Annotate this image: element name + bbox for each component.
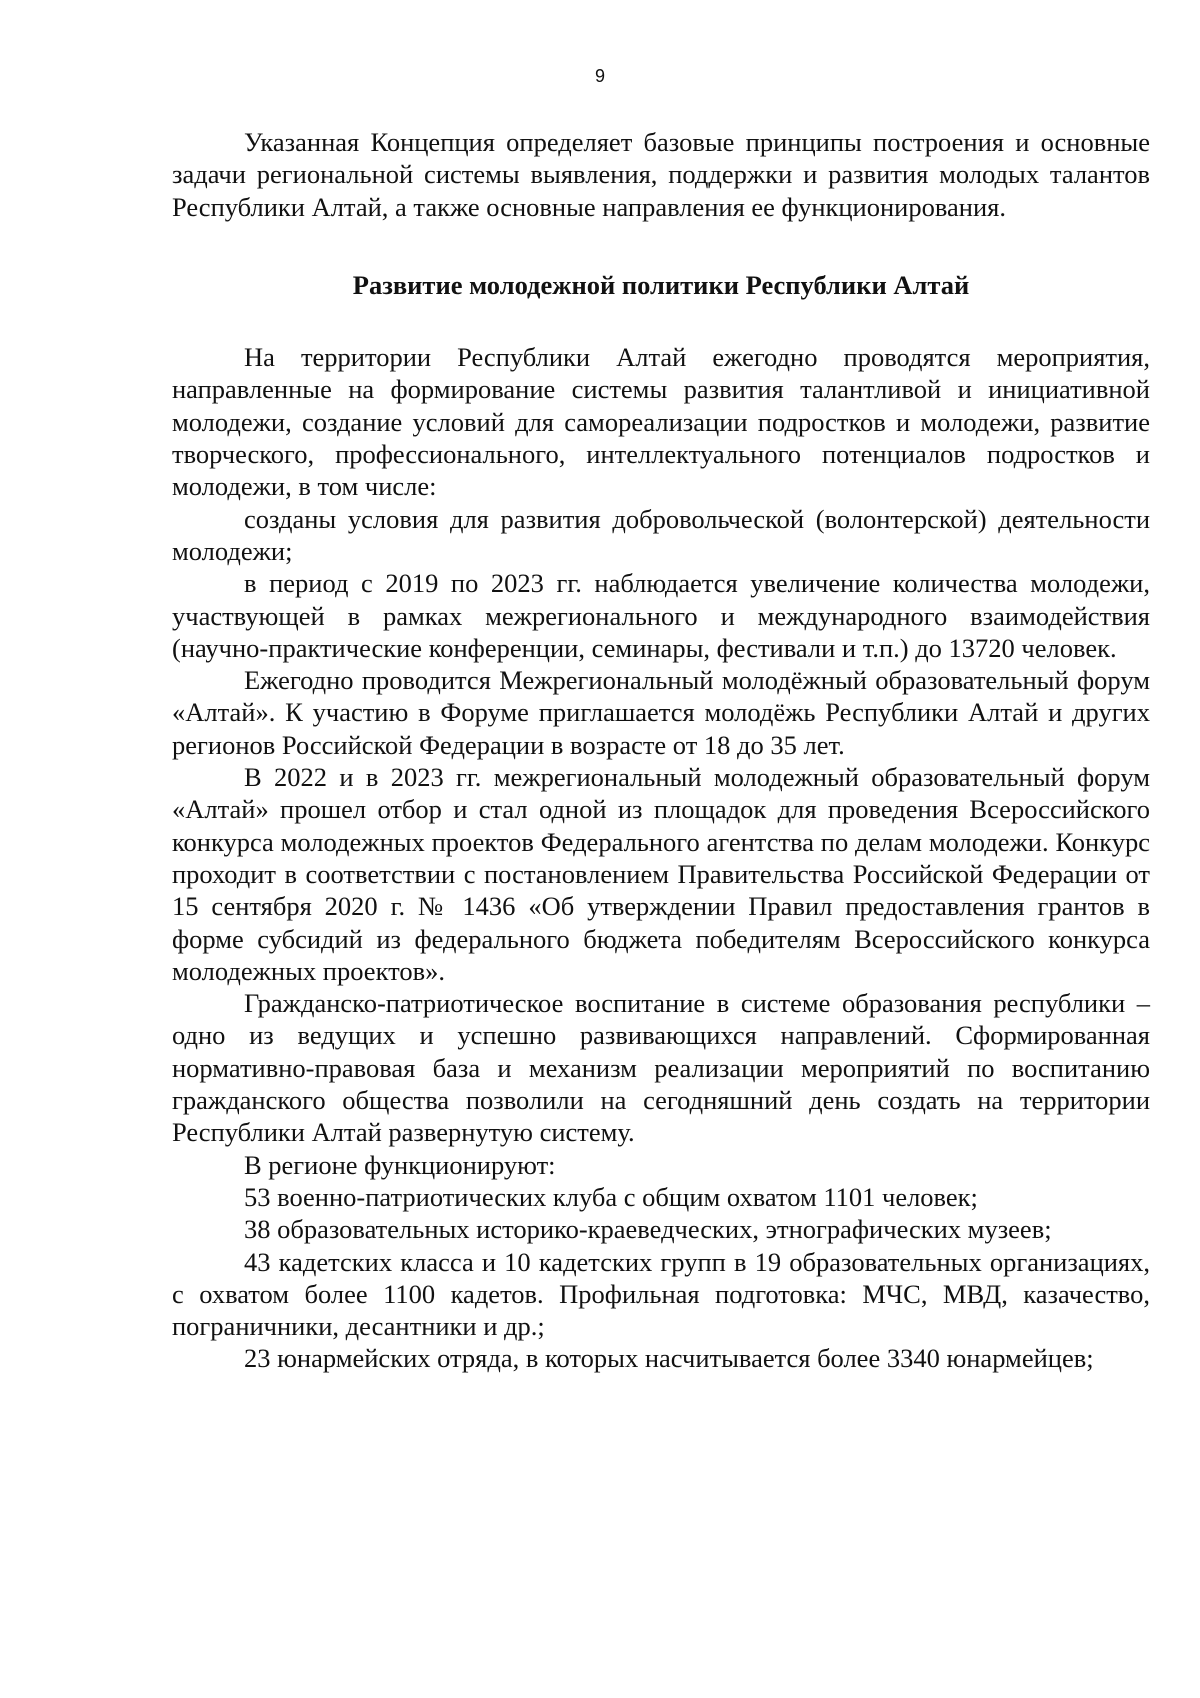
page-number: 9 bbox=[594, 66, 605, 86]
paragraph: Ежегодно проводится Межрегиональный молодёжный образовательный форум «Алтай». К участию в Форуме приглашается молодёжь Республики Алтай и других регионов Российской Федерации в возрасте от 18 до 35 лет. bbox=[172, 665, 1150, 760]
section-heading: Развитие молодежной политики Республики Алтай bbox=[352, 269, 970, 300]
paragraph: Гражданско-патриотическое воспитание в системе образования республики – одно из ведущих и успешно развивающихся направлений. Сформированная нормативно-правовая база и механизм реализации мероприятий по воспитанию гражданского общества позволили на сегодняшний день создать на территории Республики Алтай развернутую систему. bbox=[172, 988, 1150, 1148]
list-item: 23 юнармейских отряда, в которых насчитывается более 3340 юнармейцев; bbox=[244, 1343, 1094, 1374]
paragraph: в период с 2019 по 2023 гг. наблюдается увеличение количества молодежи, участвующей в рамках межрегионального и международного взаимодействия (научно-практические конференции, семинары, фестивали и т.п.) до 13720 человек. bbox=[172, 568, 1150, 663]
paragraph: На территории Республики Алтай ежегодно проводятся мероприятия, направленные на формирование системы развития талантливой и инициативной молодежи, создание условий для самореализации подростков и молодежи, развитие творческого, профессионального, интеллектуального потенциалов подростков и молодежи, в том числе: bbox=[172, 342, 1150, 502]
list-item: 43 кадетских класса и 10 кадетских групп в 19 образовательных организациях, с охватом более 1100 кадетов. Профильная подготовка: МЧС, МВД, казачество, пограничники, десантники и др.; bbox=[172, 1246, 1150, 1342]
paragraph: созданы условия для развития добровольческой (волонтерской) деятельности молодежи; bbox=[172, 503, 1150, 566]
paragraph: В регионе функционируют: bbox=[244, 1149, 556, 1180]
list-item: 53 военно-патриотических клуба с общим охватом 1101 человек; bbox=[244, 1181, 978, 1212]
paragraph: В 2022 и в 2023 гг. межрегиональный молодежный образовательный форум «Алтай» прошел отбор и стал одной из площадок для проведения Всероссийского конкурса молодежных проектов Федерального агентства по делам молодежи. Конкурс проходит в соответствии с постановлением Правительства Российской Федерации от 15 сентября 2020 г. № 1436 «Об утверждении Правил предоставления грантов в форме субсидий из федерального бюджета победителям Всероссийского конкурса молодежных проектов». bbox=[172, 762, 1150, 986]
intro-paragraph: Указанная Концепция определяет базовые принципы построения и основные задачи региональной системы выявления, поддержки и развития молодых талантов Республики Алтай, а также основные направления ее функционирования. bbox=[172, 127, 1150, 222]
list-item: 38 образовательных историко-краеведческих, этнографических музеев; bbox=[244, 1214, 1052, 1245]
document-body bbox=[172, 126, 1150, 1375]
